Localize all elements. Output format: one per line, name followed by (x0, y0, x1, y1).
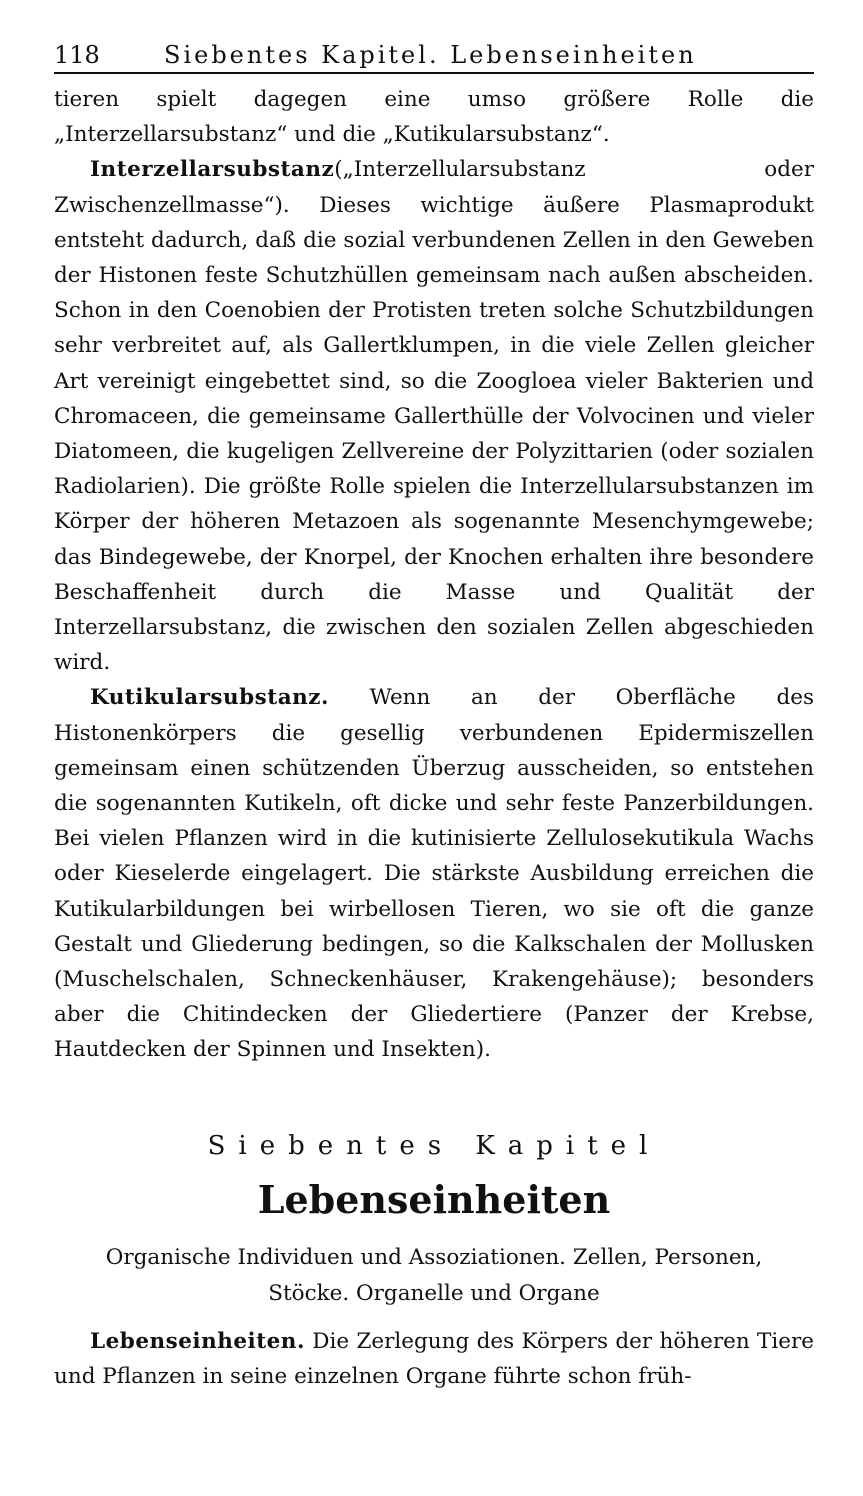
running-title: Siebentes Kapitel. Lebenseinheiten (164, 41, 697, 69)
running-head (54, 40, 814, 74)
interzellar-term: Interzellarsubstanz (90, 157, 335, 183)
book-page (54, 40, 814, 1394)
interzellar-text: („Interzellularsubstanz oder Zwischenzellmasse“). Dieses wichtige äußere Plasmaprodukt entsteht dadurch, daß die sozial verbundenen Zellen in den Geweben der Histonen feste Schutzhüllen gemeinsam nach außen abscheiden. Schon in den Coenobien der Protisten treten solche Schutzbildungen sehr verbreitet auf, als Gallertklumpen, in die viele Zellen gleicher Art vereinigt eingebettet sind, so die Zoogloea vieler Bakterien und Chromaceen, die gemeinsame Gallerthülle der Volvocinen und vieler Diatomeen, die kugeligen Zellvereine der Polyzittarien (oder sozialen Radiolarien). Die größte Rolle spielen die Interzellularsubstanzen im Körper der höheren Metazoen als sogenannte Mesenchymgewebe; das Bindegewebe, der Knorpel, der Knochen erhalten ihre besondere Beschaffenheit durch die Masse und Qualität der Interzellarsubstanz, die zwischen den sozialen Zellen abgeschieden wird. (54, 157, 814, 676)
kutikular-term: Kutikularsubstanz. (90, 685, 329, 711)
chapter-subtitle-line-2: Stöcke. Organelle und Organe (268, 1280, 600, 1306)
section-paragraph (54, 1324, 814, 1394)
kutikular-paragraph (54, 680, 814, 1067)
chapter-label: Siebentes Kapitel (207, 1130, 661, 1161)
chapter-title: Lebenseinheiten (257, 1176, 611, 1222)
kutikular-text: Wenn an der Oberfläche des Histonenkörpers die gesellig verbundenen Epidermiszellen gemeinsam einen schützenden Überzug ausscheiden, so entstehen die sogenannten Kutikeln, oft dicke und sehr feste Panzerbildungen. Bei vielen Pflanzen wird in die kutinisierte Zellulosekutikula Wachs oder Kieselerde eingelagert. Die stärkste Ausbildung erreichen die Kutikularbildungen bei wirbellosen Tieren, wo sie oft die ganze Gestalt und Gliederung bedingen, so die Kalkschalen der Mollusken (Muschelschalen, Schneckenhäuser, Krakengehäuse); besonders aber die Chitindecken der Gliedertiere (Panzer der Krebse, Hautdecken der Spinnen und Insekten). (54, 685, 814, 1063)
interzellar-paragraph (54, 152, 814, 680)
page-number: 118 (54, 41, 100, 69)
section-text: Die Zerlegung des Körpers der höheren Tiere und Pflanzen in seine einzelnen Organe führte schon früh- (54, 1328, 814, 1389)
continuation-paragraph: tieren spielt dagegen eine umso größere Rolle die „Interzellarsubstanz“ und die „Kutikularsubstanz“. (54, 87, 814, 148)
section-term: Lebenseinheiten. (90, 1328, 305, 1354)
chapter-subtitle-line-1: Organische Individuen und Assoziationen. Zellen, Personen, (105, 1244, 763, 1270)
chapter-subtitle (94, 1240, 774, 1312)
